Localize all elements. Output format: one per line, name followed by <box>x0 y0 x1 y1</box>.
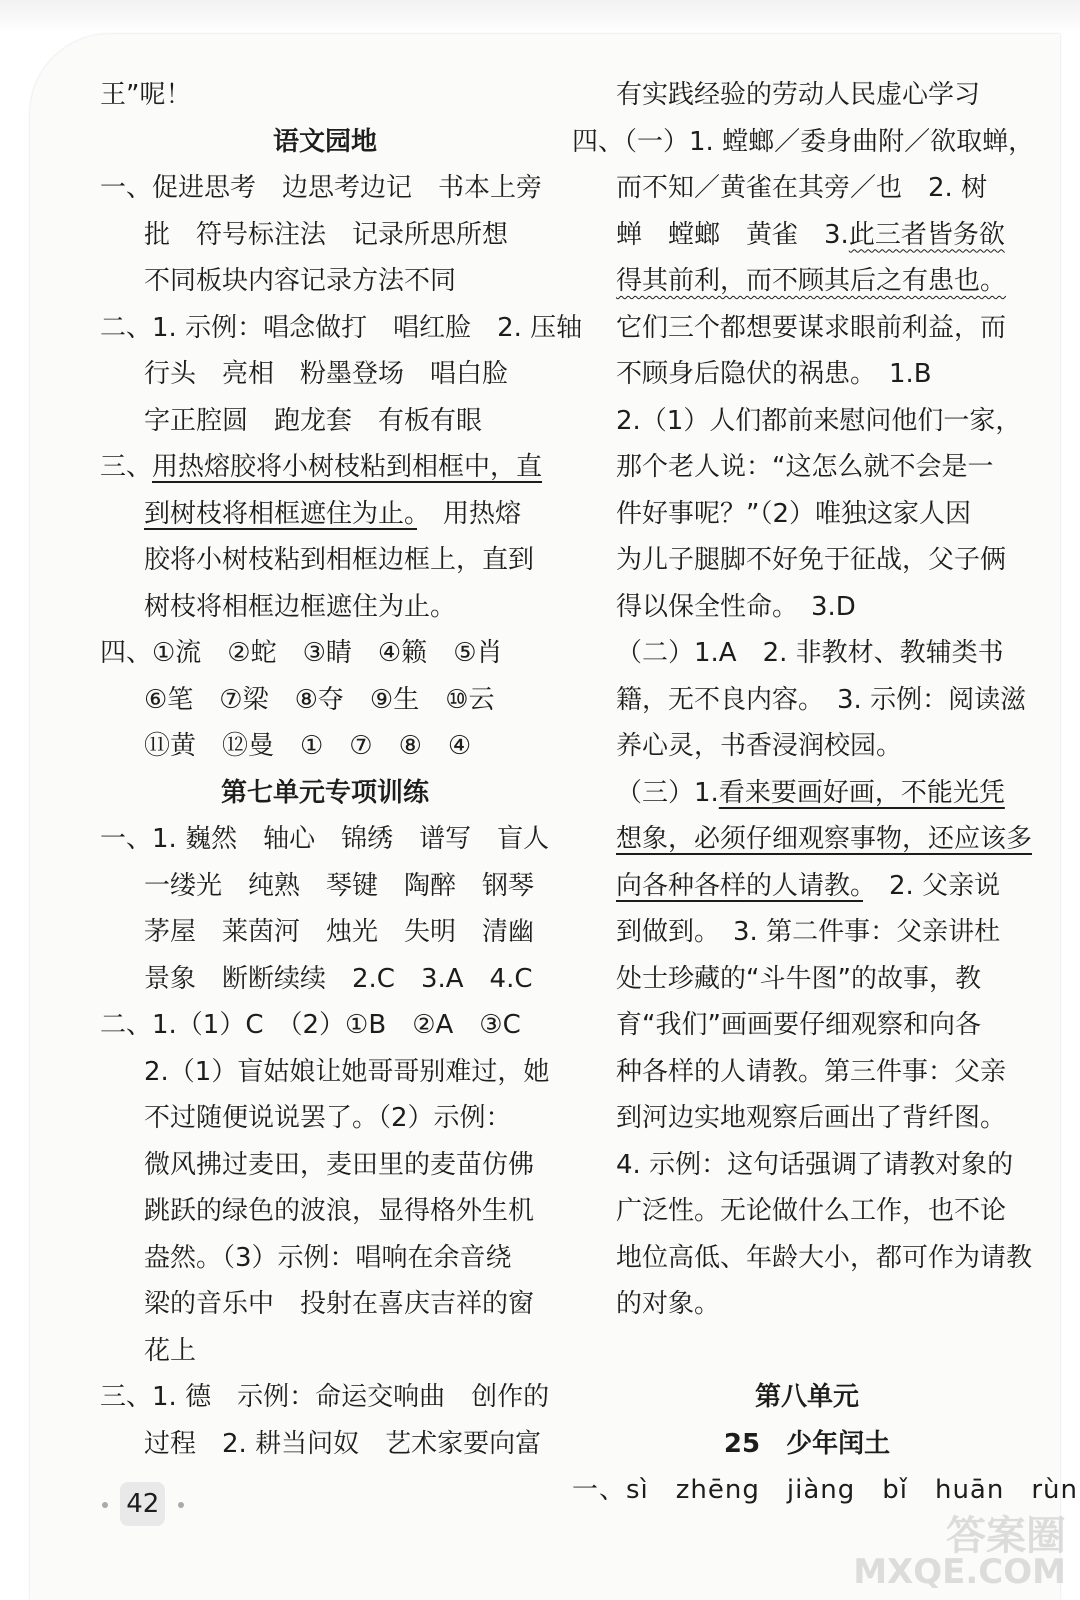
text-line <box>100 1328 550 1375</box>
section-heading <box>100 770 550 817</box>
text-line <box>572 630 1042 677</box>
line-text: 得以保全性命。 3.D <box>616 591 856 622</box>
line-text: 过程 2. 耕当问奴 艺术家要向富 <box>144 1428 542 1459</box>
text-line <box>100 1095 550 1142</box>
text-line <box>100 537 550 584</box>
right-column <box>572 72 1078 1514</box>
text-line <box>572 305 1042 352</box>
text-line <box>100 398 550 445</box>
text-line <box>572 491 1042 538</box>
line-text: ⑥笔 ⑦梁 ⑧夺 ⑨生 ⑩云 <box>144 684 495 715</box>
text-line <box>100 909 550 956</box>
line-text: 第八单元 <box>754 1382 859 1412</box>
line-text: 不同板块内容记录方法不同 <box>144 266 457 296</box>
line-text: 一、sì zhēng jiàng bǐ huān rùn <box>572 1475 1078 1505</box>
line-text: 树枝将相框边框遮住为止。 <box>144 591 457 622</box>
text-line <box>572 863 1042 910</box>
line-text: 25 少年闰土 <box>723 1428 891 1459</box>
text-line <box>572 119 1042 166</box>
footer-dot <box>178 1502 184 1508</box>
text-line <box>100 630 550 677</box>
line-text: 养心灵，书香浸润校园。 <box>616 731 903 761</box>
text-line <box>100 1374 550 1421</box>
line-prefix: 蝉 螳螂 黄雀 3. <box>616 219 849 250</box>
line-text: 2.（1）盲姑娘让她哥哥别难过，她 <box>144 1056 550 1087</box>
text-line <box>572 584 1042 631</box>
line-text: 胶将小树枝粘到相框边框上，直到 <box>144 545 535 575</box>
line-text: ⑪黄 ⑫曼 ① ⑦ ⑧ ④ <box>144 731 472 761</box>
line-text: （二）1.A 2. 非教材、教辅类书 <box>616 638 1004 668</box>
text-line <box>100 723 550 770</box>
line-text: 行头 亮相 粉墨登场 唱白脸 <box>144 359 509 389</box>
line-text: 二、1.（1）C （2）①B ②A ③C <box>100 1010 521 1040</box>
section-heading <box>572 1421 1042 1468</box>
text-line <box>572 1281 1042 1328</box>
line-text: 字正腔圆 跑龙套 有板有眼 <box>144 405 483 436</box>
section-heading <box>100 119 550 166</box>
line-text: 2.（1）人们都前来慰问他们一家， <box>616 405 1022 436</box>
text-line <box>100 444 550 491</box>
line-text: 茅屋 莱茵河 烛光 失明 清幽 <box>144 917 535 947</box>
line-text: 微风拂过麦田，麦田里的麦苗仿佛 <box>144 1149 535 1180</box>
line-text: 的对象。 <box>616 1289 721 1319</box>
underlined-answer: 到树枝将相框遮住为止。 <box>144 498 418 529</box>
line-text: 广泛性。无论做什么工作，也不论 <box>616 1196 1007 1226</box>
text-line <box>572 398 1042 445</box>
text-line <box>100 72 550 119</box>
text-line <box>572 258 1042 305</box>
line-text: 到做到。 3. 第二件事：父亲讲杜 <box>616 917 1001 947</box>
underlined-answer: 用热熔胶将小树枝粘到相框中，直 <box>152 452 543 482</box>
left-column <box>100 72 583 1467</box>
text-line <box>572 956 1042 1003</box>
text-line <box>572 1328 1042 1375</box>
wavy-underlined-answer: 得其前利，而不顾其后之有患也。 <box>616 266 1007 296</box>
text-line <box>572 72 1042 119</box>
line-text: 四、①流 ②蛇 ③睛 ④籁 ⑤肖 <box>100 638 503 668</box>
line-text: 件好事呢？”（2）唯独这家人因 <box>616 498 972 529</box>
text-line <box>100 1049 550 1096</box>
text-line <box>100 351 550 398</box>
line-suffix: 用热熔 <box>417 498 522 529</box>
underlined-answer: 看来要画好画，不能光凭 <box>718 777 1005 808</box>
underlined-answer: 想象，必须仔细观察事物，还应该多 <box>616 824 1033 854</box>
line-text: 而不知／黄雀在其旁／也 2. 树 <box>616 173 988 203</box>
line-text: 梁的音乐中 投射在喜庆吉祥的窗 <box>144 1289 535 1319</box>
section-heading <box>572 1374 1042 1421</box>
line-prefix: （三）1. <box>616 777 719 808</box>
text-line <box>572 212 1042 259</box>
text-line <box>100 1281 550 1328</box>
line-text: 三、1. 德 示例：命运交响曲 创作的 <box>100 1382 550 1412</box>
text-line <box>100 165 550 212</box>
watermark-logo: 答案圈 <box>946 1513 1066 1559</box>
text-line <box>572 1235 1042 1282</box>
text-line <box>100 816 550 863</box>
line-text: 一缕光 纯熟 琴键 陶醉 钢琴 <box>144 870 535 901</box>
line-text: 景象 断断续续 2.C 3.A 4.C <box>144 963 533 994</box>
wavy-underlined-answer: 此三者皆务欲 <box>848 219 1005 250</box>
footer-dot <box>102 1502 108 1508</box>
text-line <box>100 677 550 724</box>
line-prefix: 三、 <box>100 452 153 482</box>
line-text: 一、1. 巍然 轴心 锦绣 谱写 盲人 <box>100 824 550 854</box>
text-line <box>100 1002 550 1049</box>
text-line <box>572 1049 1042 1096</box>
line-text: 它们三个都想要谋求眼前利益，而 <box>616 312 1007 343</box>
watermark <box>853 1513 1066 1592</box>
text-line <box>572 1188 1042 1235</box>
text-line <box>572 677 1042 724</box>
line-text: 批 符号标注法 记录所思所想 <box>144 219 509 250</box>
text-line <box>572 1467 1078 1514</box>
text-line <box>572 1142 1042 1189</box>
page-number: 42 <box>120 1482 165 1526</box>
line-text: 不过随便说说罢了。（2）示例： <box>144 1103 512 1133</box>
text-line <box>572 444 1042 491</box>
text-line <box>100 863 550 910</box>
line-text: 到河边实地观察后画出了背纤图。 <box>616 1103 1007 1133</box>
line-text: 为儿子腿脚不好免于征战，父子俩 <box>616 545 1007 575</box>
underlined-answer: 向各种各样的人请教。 <box>616 870 864 901</box>
line-text: 花上 <box>144 1335 197 1366</box>
text-line <box>572 770 1042 817</box>
watermark-url: MXQE.COM <box>853 1552 1066 1592</box>
text-line <box>100 956 550 1003</box>
line-text: 语文园地 <box>272 126 377 157</box>
text-line <box>572 723 1042 770</box>
page-footer <box>98 1482 188 1526</box>
line-text: 王”呢！ <box>100 80 192 110</box>
line-text: 4. 示例：这句话强调了请教对象的 <box>616 1149 1014 1180</box>
text-line <box>100 1235 550 1282</box>
line-text: 种各样的人请教。第三件事：父亲 <box>616 1056 1007 1087</box>
line-text: 第七单元专项训练 <box>220 777 429 808</box>
line-text: 二、1. 示例：唱念做打 唱红脸 2. 压轴 <box>100 312 583 343</box>
text-line <box>572 816 1042 863</box>
text-line <box>100 1142 550 1189</box>
text-line <box>572 1095 1042 1142</box>
text-line <box>100 258 550 305</box>
line-text: 地位高低、年龄大小，都可作为请教 <box>616 1242 1033 1273</box>
top-edge <box>0 0 1080 34</box>
line-text: 籍，无不良内容。 3. 示例：阅读滋 <box>616 684 1027 715</box>
line-text: 一、促进思考 边思考边记 书本上旁 <box>100 173 543 203</box>
text-line <box>572 1002 1042 1049</box>
text-line <box>100 1188 550 1235</box>
line-suffix: 2. 父亲说 <box>863 870 1001 901</box>
line-text: 那个老人说：“这怎么就不会是一 <box>616 452 994 482</box>
text-line <box>572 537 1042 584</box>
line-text: 育“我们”画画要仔细观察和向各 <box>616 1010 981 1040</box>
text-line <box>100 212 550 259</box>
line-text: 四、（一）1. 螳螂／委身曲附／欲取蝉， <box>572 126 1035 157</box>
text-line <box>100 1421 550 1468</box>
line-text: 盎然。（3）示例：唱响在余音绕 <box>144 1242 512 1273</box>
text-line <box>100 491 550 538</box>
text-line <box>572 351 1042 398</box>
line-text: 处士珍藏的“斗牛图”的故事，教 <box>616 963 981 994</box>
line-text: 跳跃的绿色的波浪，显得格外生机 <box>144 1196 535 1226</box>
line-text: 有实践经验的劳动人民虚心学习 <box>616 80 981 110</box>
line-text: 不顾身后隐伏的祸患。 1.B <box>616 359 932 389</box>
text-line <box>572 165 1042 212</box>
text-line <box>572 909 1042 956</box>
text-line <box>100 305 583 352</box>
text-line <box>100 584 550 631</box>
